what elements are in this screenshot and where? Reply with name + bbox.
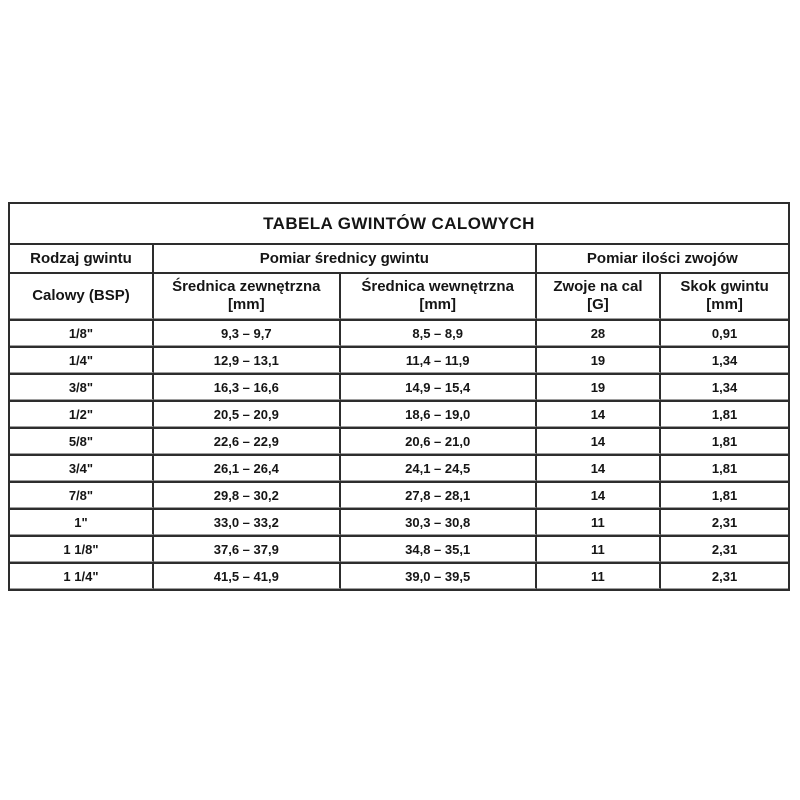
cell-thread-size: 1/8" bbox=[10, 319, 154, 346]
cell-inner-diameter: 8,5 – 8,9 bbox=[341, 319, 537, 346]
cell-inner-diameter: 24,1 – 24,5 bbox=[341, 454, 537, 481]
table-row bbox=[10, 400, 788, 427]
cell-thread-size: 1 1/4" bbox=[10, 562, 154, 589]
cell-turns-per-inch: 19 bbox=[537, 346, 661, 373]
cell-outer-diameter: 41,5 – 41,9 bbox=[154, 562, 341, 589]
table-row bbox=[10, 346, 788, 373]
cell-inner-diameter: 18,6 – 19,0 bbox=[341, 400, 537, 427]
cell-outer-diameter: 12,9 – 13,1 bbox=[154, 346, 341, 373]
cell-thread-pitch: 1,81 bbox=[661, 427, 788, 454]
cell-outer-diameter: 29,8 – 30,2 bbox=[154, 481, 341, 508]
title-row bbox=[10, 204, 788, 243]
cell-thread-pitch: 1,81 bbox=[661, 454, 788, 481]
cell-outer-diameter: 22,6 – 22,9 bbox=[154, 427, 341, 454]
cell-turns-per-inch: 14 bbox=[537, 400, 661, 427]
cell-thread-pitch: 1,34 bbox=[661, 346, 788, 373]
table-row bbox=[10, 454, 788, 481]
table-row bbox=[10, 373, 788, 400]
cell-thread-pitch: 0,91 bbox=[661, 319, 788, 346]
table-row bbox=[10, 427, 788, 454]
cell-thread-size: 3/4" bbox=[10, 454, 154, 481]
column-header-line1: Średnica wewnętrzna bbox=[361, 278, 514, 295]
column-header-row bbox=[10, 272, 788, 319]
column-header-thread-size bbox=[10, 272, 154, 319]
cell-thread-pitch: 1,81 bbox=[661, 481, 788, 508]
table-data-section bbox=[10, 319, 788, 589]
column-header-line1: Zwoje na cal bbox=[553, 278, 643, 295]
cell-inner-diameter: 27,8 – 28,1 bbox=[341, 481, 537, 508]
cell-turns-per-inch: 28 bbox=[537, 319, 661, 346]
cell-thread-pitch: 2,31 bbox=[661, 508, 788, 535]
column-header-line1: Średnica zewnętrzna bbox=[172, 278, 321, 295]
column-header-line2: [mm] bbox=[706, 296, 743, 313]
cell-inner-diameter: 14,9 – 15,4 bbox=[341, 373, 537, 400]
column-header-line1: Skok gwintu bbox=[680, 278, 769, 295]
cell-outer-diameter: 9,3 – 9,7 bbox=[154, 319, 341, 346]
cell-outer-diameter: 37,6 – 37,9 bbox=[154, 535, 341, 562]
group-header-diameter-measure: Pomiar średnicy gwintu bbox=[154, 243, 537, 272]
cell-thread-size: 1 1/8" bbox=[10, 535, 154, 562]
group-header-coils-measure: Pomiar ilości zwojów bbox=[537, 243, 788, 272]
table-row bbox=[10, 508, 788, 535]
cell-thread-pitch: 2,31 bbox=[661, 562, 788, 589]
cell-thread-size: 1" bbox=[10, 508, 154, 535]
cell-outer-diameter: 16,3 – 16,6 bbox=[154, 373, 341, 400]
table-row bbox=[10, 319, 788, 346]
table-row bbox=[10, 535, 788, 562]
thread-table bbox=[8, 202, 790, 591]
cell-inner-diameter: 34,8 – 35,1 bbox=[341, 535, 537, 562]
table-row bbox=[10, 481, 788, 508]
cell-thread-pitch: 1,81 bbox=[661, 400, 788, 427]
cell-inner-diameter: 39,0 – 39,5 bbox=[341, 562, 537, 589]
cell-inner-diameter: 30,3 – 30,8 bbox=[341, 508, 537, 535]
table-head-section bbox=[10, 204, 788, 319]
cell-turns-per-inch: 14 bbox=[537, 427, 661, 454]
cell-outer-diameter: 20,5 – 20,9 bbox=[154, 400, 341, 427]
cell-thread-size: 7/8" bbox=[10, 481, 154, 508]
cell-turns-per-inch: 14 bbox=[537, 454, 661, 481]
cell-thread-pitch: 1,34 bbox=[661, 373, 788, 400]
cell-thread-size: 1/2" bbox=[10, 400, 154, 427]
cell-turns-per-inch: 19 bbox=[537, 373, 661, 400]
column-header-line2: [mm] bbox=[419, 296, 456, 313]
table-title: TABELA GWINTÓW CALOWYCH bbox=[263, 213, 535, 233]
cell-turns-per-inch: 11 bbox=[537, 508, 661, 535]
column-header-line2: [mm] bbox=[227, 296, 265, 313]
cell-turns-per-inch: 11 bbox=[537, 535, 661, 562]
cell-outer-diameter: 26,1 – 26,4 bbox=[154, 454, 341, 481]
column-header-thread-pitch bbox=[661, 272, 788, 319]
cell-turns-per-inch: 14 bbox=[537, 481, 661, 508]
cell-thread-size: 3/8" bbox=[10, 373, 154, 400]
column-header-line1: Calowy (BSP) bbox=[32, 287, 130, 304]
cell-inner-diameter: 11,4 – 11,9 bbox=[341, 346, 537, 373]
column-header-inner-diameter bbox=[341, 272, 537, 319]
column-header-line2: [G] bbox=[587, 296, 609, 313]
column-header-turns-per-inch bbox=[537, 272, 661, 319]
cell-turns-per-inch: 11 bbox=[537, 562, 661, 589]
cell-thread-size: 5/8" bbox=[10, 427, 154, 454]
cell-inner-diameter: 20,6 – 21,0 bbox=[341, 427, 537, 454]
cell-thread-size: 1/4" bbox=[10, 346, 154, 373]
cell-outer-diameter: 33,0 – 33,2 bbox=[154, 508, 341, 535]
group-header-thread-type: Rodzaj gwintu bbox=[10, 243, 154, 272]
group-header-row bbox=[10, 243, 788, 272]
column-header-outer-diameter bbox=[154, 272, 341, 319]
table-row bbox=[10, 562, 788, 589]
cell-thread-pitch: 2,31 bbox=[661, 535, 788, 562]
